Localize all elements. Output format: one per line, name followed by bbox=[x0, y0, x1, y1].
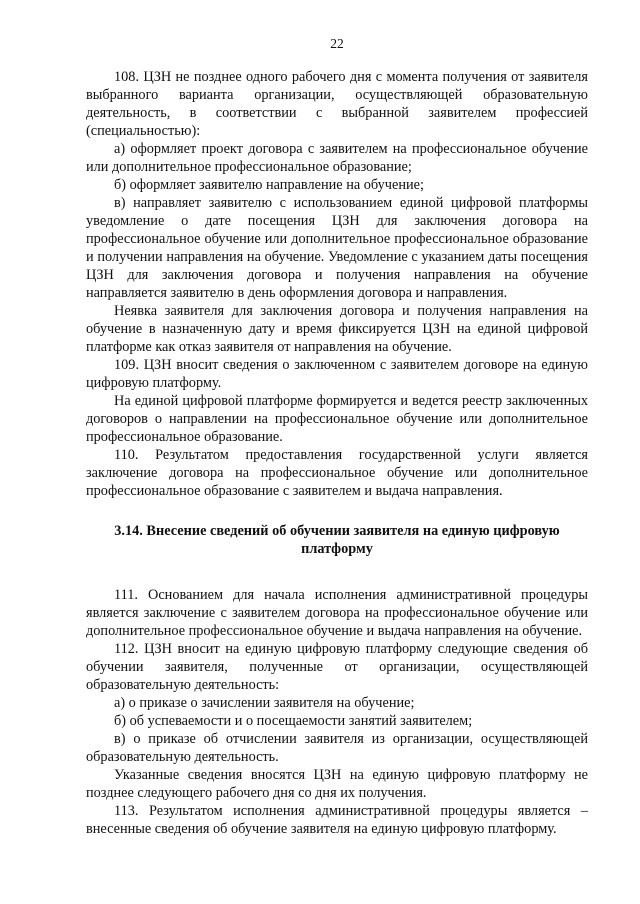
page-number: 22 bbox=[330, 36, 344, 51]
paragraph-108: 108. ЦЗН не позднее одного рабочего дня с момента получения от заявителя выбранного варианта организации, осуществляющей образовательную деятельность, в соответствии с выбранной заявителем профессией (специальностью): bbox=[86, 69, 588, 139]
section-title: 3.14. Внесение сведений об обучении заявителя на единую цифровую платформу bbox=[114, 523, 560, 557]
paragraph-112-v: в) о приказе об отчислении заявителя из организации, осуществляющей образовательную деятельность. bbox=[86, 731, 588, 765]
paragraph-112: 112. ЦЗН вносит на единую цифровую платформу следующие сведения об обучении заявителя, полученные от организации, осуществляющей образовательную деятельность: bbox=[86, 641, 588, 693]
paragraph-registry: На единой цифровой платформе формируется и ведется реестр заключенных договоров о направлении на профессиональное обучение или дополнительное профессиональное образование. bbox=[86, 393, 588, 445]
paragraph-no-show: Неявка заявителя для заключения договора и получения направления на обучение в назначенную дату и время фиксируется ЦЗН на единой цифровой платформе как отказ заявителя от направления на обучение. bbox=[86, 303, 588, 355]
paragraph-110: 110. Результатом предоставления государственной услуги является заключение договора на профессиональное обучение или дополнительное профессиональное образование с заявителем и выдача направления. bbox=[86, 447, 588, 499]
paragraph-111: 111. Основанием для начала исполнения административной процедуры является заключение с заявителем договора на профессиональное обучение или дополнительное профессиональное обучение и выдача направления на обучение. bbox=[86, 587, 588, 639]
paragraph-112-b: б) об успеваемости и о посещаемости занятий заявителем; bbox=[114, 713, 473, 729]
paragraph-112-a: а) о приказе о зачислении заявителя на обучение; bbox=[114, 695, 415, 711]
paragraph-deadline: Указанные сведения вносятся ЦЗН на единую цифровую платформу не позднее следующего рабочего дня со дня их получения. bbox=[86, 767, 588, 801]
paragraph-109: 109. ЦЗН вносит сведения о заключенном с заявителем договоре на единую цифровую платформу. bbox=[86, 357, 588, 391]
document-body bbox=[86, 68, 588, 838]
paragraph-113: 113. Результатом исполнения административной процедуры является – внесенные сведения об обучение заявителя на единую цифровую платформу. bbox=[86, 803, 588, 837]
paragraph-108-v: в) направляет заявителю с использованием единой цифровой платформы уведомление о дате посещения ЦЗН для заключения договора на профессиональное обучение или дополнительное профессиональное образование и получении направления на обучение. Уведомление с указанием даты посещения ЦЗН для заключения договора и получения направления на обучение направляется заявителю в день оформления договора и направления. bbox=[86, 195, 588, 301]
paragraph-108-a: а) оформляет проект договора с заявителем на профессиональное обучение или дополнительное профессиональное образование; bbox=[86, 141, 588, 175]
paragraph-108-b: б) оформляет заявителю направление на обучение; bbox=[114, 177, 424, 193]
